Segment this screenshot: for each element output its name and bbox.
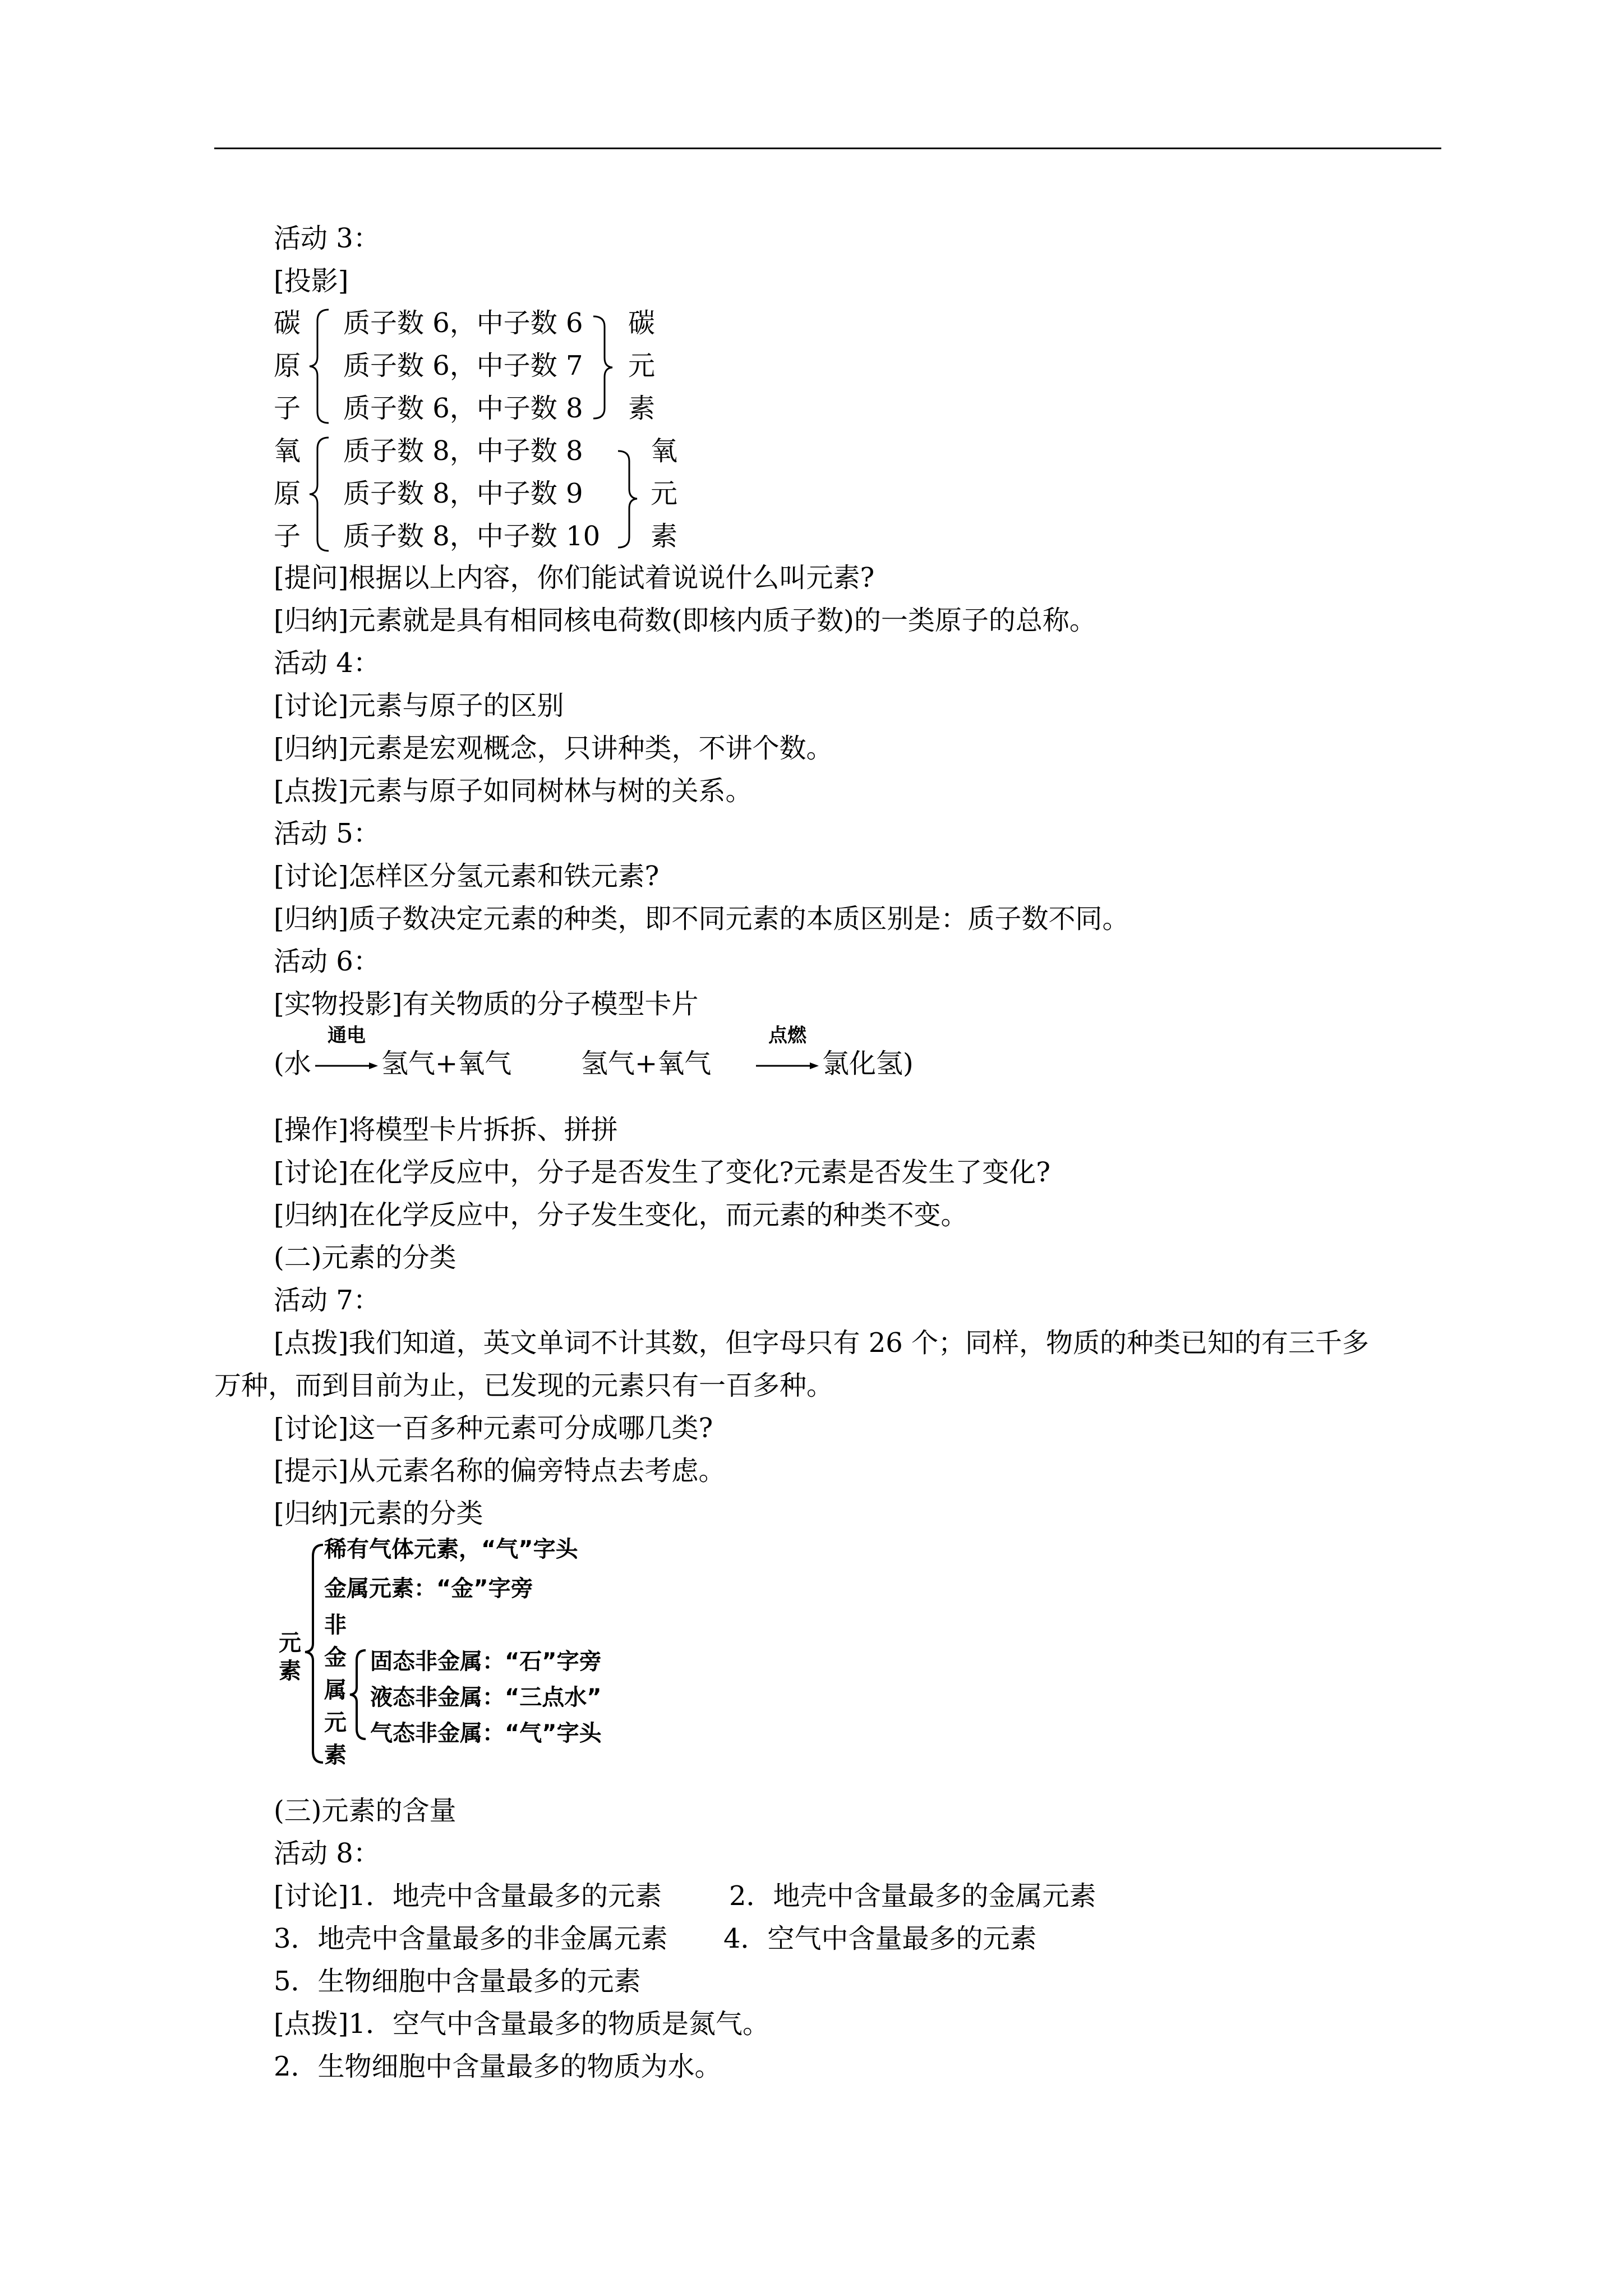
product-2: 氯化氢): [822, 1048, 914, 1079]
projection-text: [实物投影]有关物质的分子模型卡片: [274, 988, 699, 1020]
carbon-atom-label: 碳 原 子: [274, 307, 301, 424]
carbon-element-label: 碳 元 素: [628, 307, 656, 424]
ignition-condition: 点燃: [768, 1024, 806, 1047]
nonmetal-brace: [348, 1647, 368, 1742]
section-2-heading: (二)元素的分类: [274, 1242, 457, 1273]
section-3-heading: (三)元素的含量: [274, 1795, 457, 1826]
content-question-1: [讨论]1．地壳中含量最多的元素: [274, 1880, 662, 1912]
activity-4-heading: 活动 4：: [274, 647, 380, 679]
oxygen-isotope-list: 质子数 8，中子数 8 质子数 8，中子数 9 质子数 8，中子数 10: [343, 435, 601, 552]
electrolysis-arrow: [315, 1024, 378, 1080]
summary-text: [归纳]质子数决定元素的种类，即不同元素的本质区别是：质子数不同。: [274, 903, 1129, 935]
definition-summary: [归纳]元素就是具有相同核电荷数(即核内质子数)的一类原子的总称。: [274, 605, 1096, 636]
activity-5-heading: 活动 5：: [274, 818, 380, 849]
activity-7-heading: 活动 7：: [274, 1285, 380, 1316]
summary-text: [归纳]元素是宏观概念，只讲种类，不讲个数。: [274, 733, 833, 764]
oxygen-left-brace: [307, 435, 332, 553]
header-rule: [214, 148, 1441, 149]
content-question-3: 3．地壳中含量最多的非金属元素: [274, 1923, 668, 1954]
arrow-icon: [756, 1061, 819, 1070]
solid-nonmetal: 固态非金属：“石”字旁: [370, 1649, 602, 1674]
activity-8-heading: 活动 8：: [274, 1838, 380, 1869]
oxygen-atom-label: 氧 原 子: [274, 435, 301, 552]
tip-text: [提示]从元素名称的偏旁特点去考虑。: [274, 1455, 726, 1487]
discussion-text: [讨论]元素与原子的区别: [274, 690, 564, 721]
projection-label: [投影]: [274, 265, 349, 297]
gas-nonmetal: 气态非金属：“气”字头: [370, 1720, 602, 1746]
activity-3-heading: 活动 3：: [274, 223, 380, 254]
electrolysis-condition: 通电: [328, 1024, 366, 1047]
classification-main-brace: [303, 1542, 325, 1766]
classification-heading: [归纳]元素的分类: [274, 1498, 483, 1529]
liquid-nonmetal: 液态非金属：“三点水”: [370, 1685, 602, 1710]
oxygen-right-brace: [615, 449, 639, 550]
summary-text: [归纳]在化学反应中，分子发生变化，而元素的种类不变。: [274, 1199, 968, 1231]
classification-root: 元 素: [279, 1630, 301, 1684]
hint-text: [点拨]元素与原子如同树林与树的关系。: [274, 775, 753, 807]
operation-text: [操作]将模型卡片拆拆、拼拼: [274, 1114, 618, 1145]
ignition-arrow: [756, 1024, 819, 1080]
reaction-open: (水: [274, 1048, 311, 1079]
content-question-2: 2．地壳中含量最多的金属元素: [729, 1880, 1096, 1912]
discussion-text: [讨论]在化学反应中，分子是否发生了变化?元素是否发生了变化?: [274, 1157, 1050, 1188]
hint-paragraph-line-2: 万种，而到目前为止，已发现的元素只有一百多种。: [214, 1370, 834, 1401]
hint-paragraph-line-1: [点拨]我们知道，英文单词不计其数，但字母只有 26 个；同样，物质的种类已知的有三千多: [274, 1327, 1370, 1359]
carbon-left-brace: [307, 307, 332, 425]
discussion-text: [讨论]这一百多种元素可分成哪几类?: [274, 1412, 713, 1444]
reactants-2: 氢气+氧气: [581, 1048, 712, 1079]
content-question-5: 5．生物细胞中含量最多的元素: [274, 1966, 641, 1997]
discussion-text: [讨论]怎样区分氢元素和铁元素?: [274, 861, 660, 892]
content-question-4: 4．空气中含量最多的元素: [723, 1923, 1037, 1954]
rare-gas-category: 稀有气体元素，“气”字头: [324, 1536, 578, 1562]
hint-answer-2: 2．生物细胞中含量最多的物质为水。: [274, 2051, 722, 2082]
arrow-icon: [315, 1061, 378, 1070]
hint-answer-1: [点拨]1．空气中含量最多的物质是氮气。: [274, 2008, 769, 2040]
products-1: 氢气+氧气: [381, 1048, 512, 1079]
oxygen-element-label: 氧 元 素: [651, 435, 678, 552]
question-text: [提问]根据以上内容，你们能试着说说什么叫元素?: [274, 562, 875, 593]
nonmetal-category: 非 金 属 元 素: [324, 1612, 347, 1768]
metal-category: 金属元素：“金”字旁: [324, 1576, 533, 1602]
activity-6-heading: 活动 6：: [274, 946, 380, 977]
carbon-isotope-list: 质子数 6，中子数 6 质子数 6，中子数 7 质子数 6，中子数 8: [343, 307, 583, 424]
carbon-right-brace: [590, 314, 615, 421]
